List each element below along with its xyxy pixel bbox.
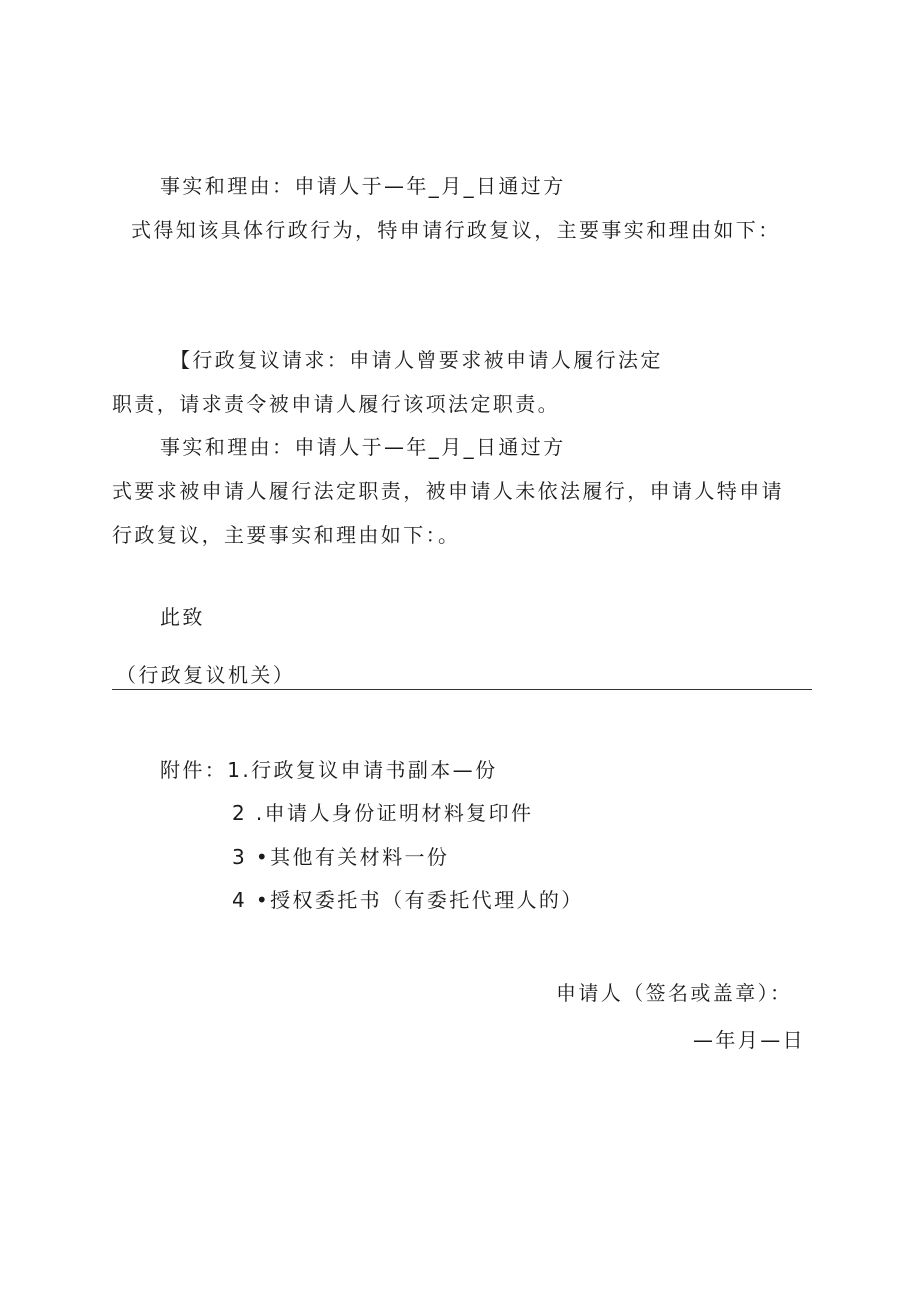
attachment-item-3: 3 •其他有关材料一份 <box>232 845 450 869</box>
facts-reason-line-1: 事实和理由：申请人于—年_月_日通过方 <box>160 174 566 198</box>
recipient-underline <box>112 689 812 690</box>
applicant-signature-label: 申请人（签名或盖章）： <box>556 981 793 1005</box>
signature-date: —年月—日 <box>693 1028 805 1052</box>
request-line-2: 职责，请求责令被申请人履行该项法定职责。 <box>112 392 560 416</box>
attachment-item-2: 2 .申请人身份证明材料复印件 <box>232 801 534 825</box>
facts-reason-2-line-2: 式要求被申请人履行法定职责，被申请人未依法履行，申请人特申请 <box>112 479 784 503</box>
attachment-item-1: 附件：1.行政复议申请书副本—份 <box>160 758 498 782</box>
facts-reason-2-line-3: 行政复议，主要事实和理由如下：。 <box>112 523 461 547</box>
salutation: 此致 <box>160 605 205 629</box>
request-line-1: 【行政复议请求：申请人曾要求被申请人履行法定 <box>170 348 663 372</box>
facts-reason-2-line-1: 事实和理由：申请人于—年_月_日通过方 <box>160 435 566 459</box>
recipient-agency: （行政复议机关） <box>116 663 296 687</box>
facts-reason-line-2: 式得知该具体行政行为，特申请行政复议，主要事实和理由如下： <box>131 218 781 242</box>
attachment-item-4: 4 •授权委托书（有委托代理人的） <box>232 888 584 912</box>
